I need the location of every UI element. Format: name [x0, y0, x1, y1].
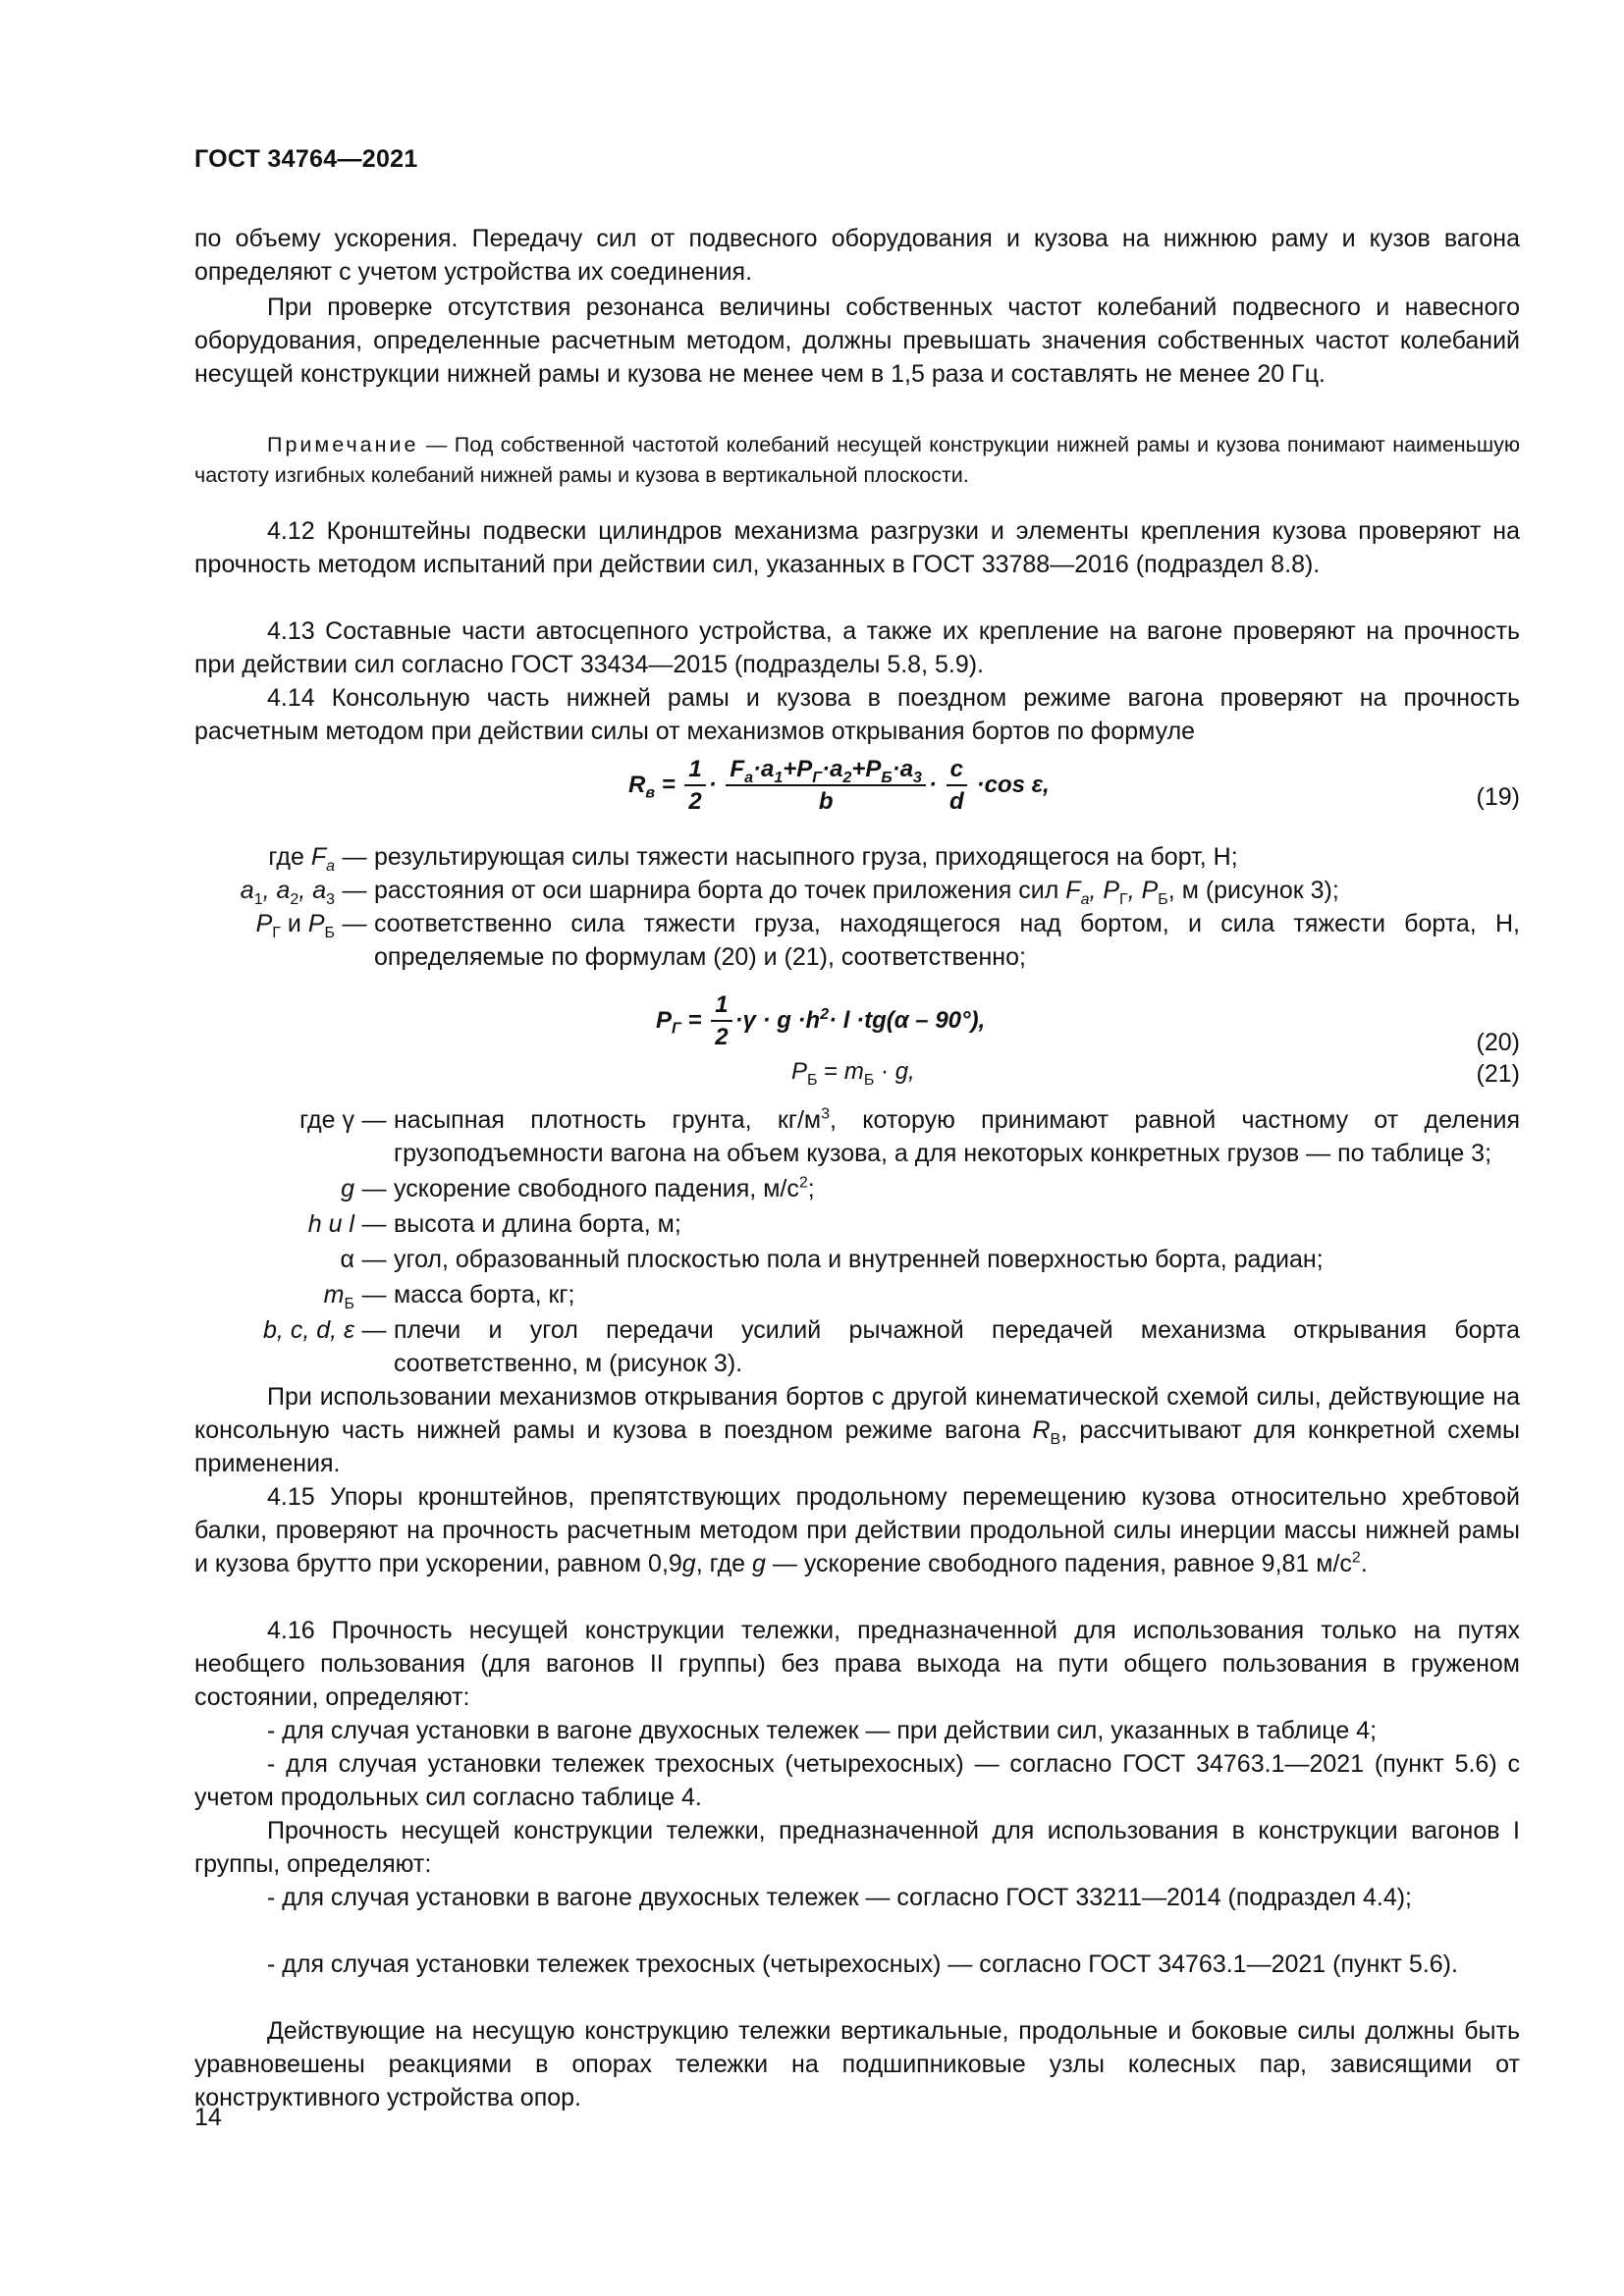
paragraph-forces: Действующие на несущую конструкцию тележки вертикальные, продольные и боковые силы должны быть уравновешены реакциями в опорах тележки на подшипниковые узлы колесных пар, зависящими от конструктивного устройства опор.	[194, 2017, 1520, 2111]
paragraph-4-16: 4.16 Прочность несущей конструкции тележки, предназначенной для использования только на путях необщего пользования (для вагонов II группы) без права выхода на пути общего пользования в груженом состоянии, определяют:	[194, 1617, 1520, 1711]
definition-item: $m_Б$ — масса борта, кг;	[323, 1281, 575, 1312]
definition-item: b, c, d, ε — плечи и угол передачи усилий рычажной передачей механизма открывания борта соответственно, м (рисунок 3).	[263, 1316, 1520, 1377]
definitions-20-21	[194, 1103, 1520, 1380]
fraction-main: $\frac{F_a\cdot a_1+P_Г\cdot a_2+P_Б\cdot a_3}{b}$	[726, 756, 926, 816]
list-item: - для случая установки тележек трехосных (четырехосных) — согласно ГОСТ 34763.1—2021 (пункт 5.6) с учетом продольных сил согласно таблице 4.	[194, 1750, 1520, 1811]
definition-item: $P_Г$ и $P_Б$ — соответственно сила тяжести груза, находящегося над бортом, и сила тяжести борта, Н, определяемые по формулам (20) и (21), соответственно;	[255, 910, 1520, 971]
note-text: — Под собственной частотой колебаний несущей конструкции нижней рамы и кузова понимают наименьшую частоту изгибных колебаний нижней рамы и кузова в вертикальной плоскости.	[194, 433, 1520, 487]
paragraph-4-13: 4.13 Составные части автосцепного устройства, а также их крепление на вагоне проверяют на прочность при действии сил согласно ГОСТ 33434—2015 (подразделы 5.8, 5.9).	[194, 617, 1520, 678]
equation-number-21: (21)	[1476, 1060, 1520, 1088]
paragraph-4-14: 4.14 Консольную часть нижней рамы и кузова в поездном режиме вагона проверяют на прочность расчетным методом при действии силы от механизмов открывания бортов по формуле	[194, 684, 1520, 745]
paragraph-continuation: по объему ускорения. Передачу сил от подвесного оборудования и кузова на нижнюю раму и кузов вагона определяют с учетом устройства их соединения.	[194, 225, 1520, 286]
list-item: - для случая установки в вагоне двухосных тележек — при действии сил, указанных в таблице 4;	[267, 1717, 1378, 1744]
fraction-cd: $\frac{c}{d}$	[947, 756, 967, 816]
definitions-19	[194, 840, 1520, 974]
definition-item: h и l — высота и длина борта, м;	[307, 1210, 681, 1238]
fraction-half: $\frac{1}{2}$	[684, 756, 705, 816]
paragraph-group-1: Прочность несущей конструкции тележки, предназначенной для использования в конструкции вагонов I группы, определяют:	[194, 1817, 1520, 1878]
list-item: - для случая установки тележек трехосных (четырехосных) — согласно ГОСТ 34763.1—2021 (пункт 5.6).	[267, 1950, 1458, 1978]
note	[194, 430, 1520, 491]
equation-number-19: (19)	[1476, 783, 1520, 811]
formula-21: $P_Б = m_Б \cdot g$,	[791, 1058, 915, 1089]
formula-19: $R_в$ = $\frac{1}{2}$ · $\frac{F_a\cdot a_1+P_Г\cdot a_2+P_Б\cdot a_3}{b}$ · $\frac{c}{d}$ ·cos ε,	[628, 756, 1050, 815]
paragraph-4-12: 4.12 Кронштейны подвески цилиндров механизма разгрузки и элементы крепления кузова проверяют на прочность методом испытаний при действии сил, указанных в ГОСТ 33788—2016 (подраздел 8.8).	[194, 517, 1520, 578]
definition-item: α — угол, образованный плоскостью пола и внутренней поверхностью борта, радиан;	[340, 1246, 1324, 1273]
note-label: Примечание	[267, 433, 419, 456]
paragraph-kinematic: При использовании механизмов открывания бортов с другой кинематической схемой силы, действующие на консольную часть нижней рамы и кузова в поездном режиме вагона $R_В$, рассчитывают для конкретной схемы применения.	[194, 1383, 1520, 1477]
list-item: - для случая установки в вагоне двухосных тележек — согласно ГОСТ 33211—2014 (подраздел 4.4);	[267, 1884, 1413, 1911]
equation-number-20: (20)	[1476, 1029, 1520, 1056]
definition-item: $a_1$, $a_2$, $a_3$ — расстояния от оси шарнира борта до точек приложения сил $F_a$, $P_Г$, $P_Б$, м (рисунок 3);	[240, 877, 1339, 908]
paragraph-4-15: 4.15 Упоры кронштейнов, препятствующих продольному перемещению кузова относительно хребтовой балки, проверяют на прочность расчетным методом при действии продольной силы инерции массы нижней рамы и кузова брутто при ускорении, равном 0,9g, где g — ускорение свободного падения, равное 9,81 $м/с^2$.	[194, 1483, 1520, 1577]
formula-20: $P_Г$ = $\frac{1}{2}$ $\cdot\gamma \cdot g \cdot h^2\cdot l \cdot tg(\alpha - 90^\circ)$,	[656, 991, 986, 1050]
document-header: ГОСТ 34764—2021	[194, 145, 418, 173]
page-number: 14	[194, 2104, 222, 2131]
definition-item: где $F_a$ — результирующая силы тяжести насыпного груза, приходящегося на борт, Н;	[268, 843, 1238, 875]
definition-item: где γ — насыпная плотность грунта, $кг/м^3$, которую принимают равной частному от деления грузоподъемности вагона на объем кузова, а для некоторых конкретных грузов — по таблице 3;	[299, 1105, 1520, 1167]
paragraph-resonance: При проверке отсутствия резонанса величины собственных частот колебаний подвесного и навесного оборудования, определенные расчетным методом, должны превышать значения собственных частот колебаний несущей конструкции нижней рамы и кузова не менее чем в 1,5 раза и составлять не менее 20 Гц.	[194, 294, 1520, 388]
definition-item: g — ускорение свободного падения, $м/с^2$;	[341, 1174, 815, 1202]
